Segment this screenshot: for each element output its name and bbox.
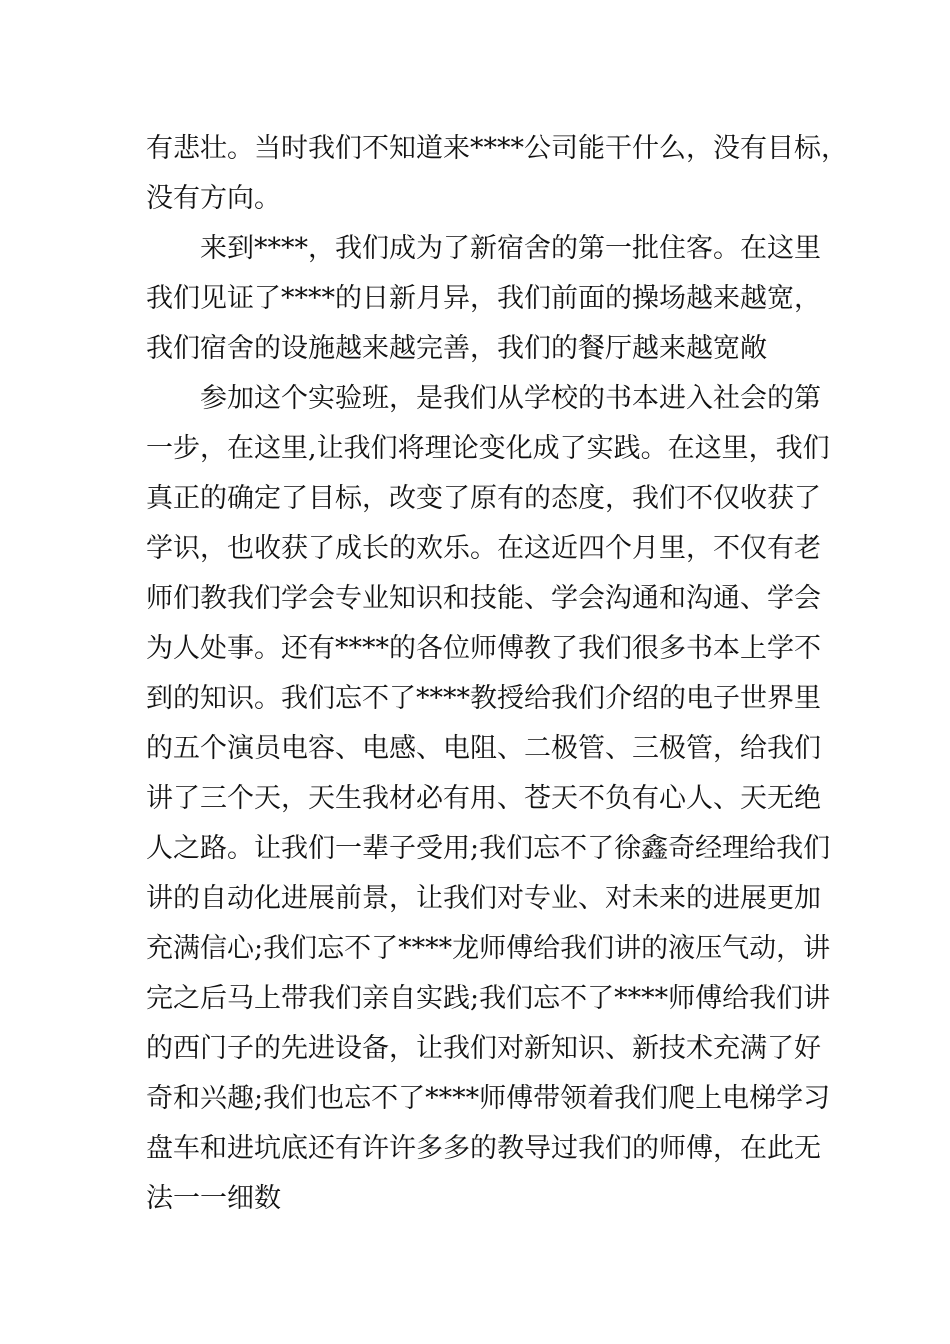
text-line: 来到****，我们成为了新宿舍的第一批住客。在这里 — [200, 233, 821, 264]
text-line: 到的知识。我们忘不了****教授给我们介绍的电子世界里 — [146, 683, 821, 714]
text-line: 盘车和进坑底还有许许多多的教导过我们的师傅，在此无 — [146, 1133, 821, 1164]
text-line: 的五个演员电容、电感、电阻、二极管、三极管，给我们 — [146, 733, 821, 764]
document-body — [146, 124, 848, 1224]
paragraph-experiment-class — [146, 374, 831, 1224]
text-line: 我们宿舍的设施越来越完善，我们的餐厅越来越宽敞 — [146, 333, 767, 364]
text-line: 有悲壮。当时我们不知道来****公司能干什么，没有目标， — [146, 133, 848, 164]
text-line: 一步，在这里,让我们将理论变化成了实践。在这里，我们 — [146, 433, 830, 464]
text-line: 充满信心;我们忘不了****龙师傅给我们讲的液压气动，讲 — [146, 933, 831, 964]
text-line: 没有方向。 — [146, 183, 281, 214]
text-line: 参加这个实验班，是我们从学校的书本进入社会的第 — [200, 383, 821, 414]
text-line: 学识，也收获了成长的欢乐。在这近四个月里，不仅有老 — [146, 533, 821, 564]
paragraph-continuation — [146, 124, 848, 224]
text-line: 的西门子的先进设备，让我们对新知识、新技术充满了好 — [146, 1033, 821, 1064]
text-line: 讲了三个天，天生我材必有用、苍天不负有心人、天无绝 — [146, 783, 821, 814]
text-line: 奇和兴趣;我们也忘不了****师傅带领着我们爬上电梯学习 — [146, 1083, 831, 1114]
text-line: 我们见证了****的日新月异，我们前面的操场越来越宽， — [146, 283, 821, 314]
text-line: 完之后马上带我们亲自实践;我们忘不了****师傅给我们讲 — [146, 983, 831, 1014]
text-line: 真正的确定了目标，改变了原有的态度，我们不仅收获了 — [146, 483, 821, 514]
text-line: 师们教我们学会专业知识和技能、学会沟通和沟通、学会 — [146, 583, 821, 614]
text-line: 法一一细数 — [146, 1183, 281, 1214]
paragraph-dormitory — [146, 224, 821, 374]
text-line: 人之路。让我们一辈子受用;我们忘不了徐鑫奇经理给我们 — [146, 833, 831, 864]
text-line: 为人处事。还有****的各位师傅教了我们很多书本上学不 — [146, 633, 821, 664]
text-line: 讲的自动化进展前景，让我们对专业、对未来的进展更加 — [146, 883, 821, 914]
